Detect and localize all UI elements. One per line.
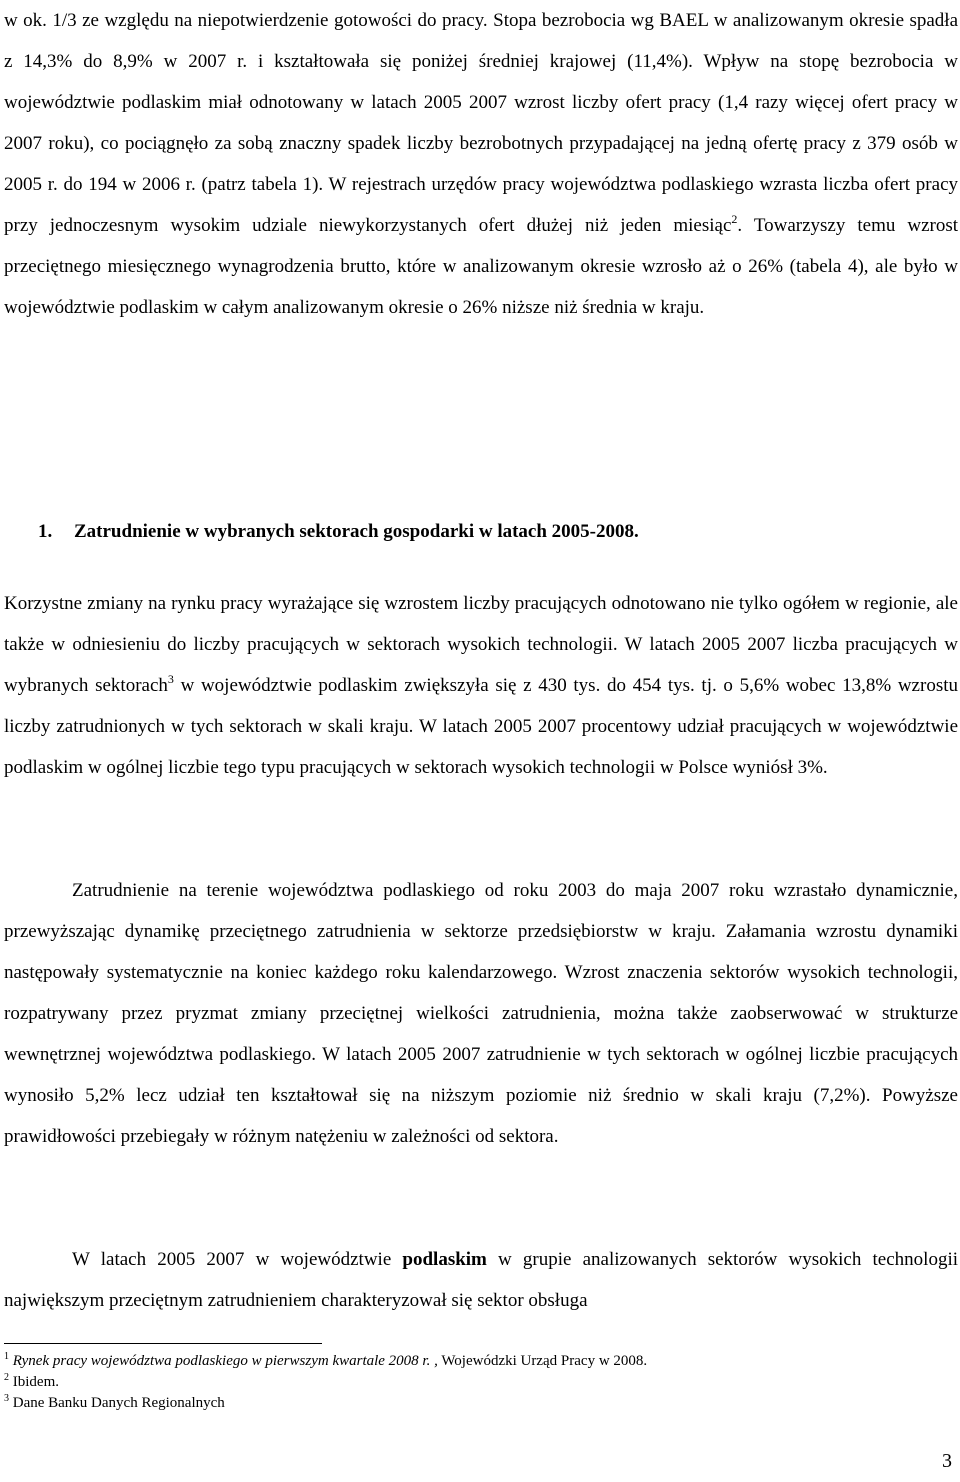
paragraph-text: w województwie podlaskim zwiększyła się z 430 tys. do 454 tys. tj. o 5,6% wobec 13,8% wzrostu liczby zatrudnionych w tych sektorach w skali kraju. W latach 2005 2007 procentowy udział pracujących w województwie podlaskim w ogólnej liczbie tego typu pracujących w sektorach wysokich technologii w Polsce wyniósł 3%. [4,675,958,778]
footnote-number: 1 [4,1351,9,1362]
footnote-2 [4,1372,944,1393]
emphasis-text: podlaskim [402,1249,487,1270]
section-title: Zatrudnienie w wybranych sektorach gospodarki w latach 2005-2008. [74,521,639,542]
paragraph-employment-dynamics: Zatrudnienie na terenie województwa podlaskiego od roku 2003 do maja 2007 roku wzrastało dynamicznie, przewyższając dynamikę przeciętnego zatrudnienia w sektorze przedsiębiorstw w kraju. Załamania wzrostu dynamiki następowały systematycznie na koniec każdego roku kalendarzowego. Wzrost znaczenia sektorów wysokich technologii, rozpatrywany przez pryzmat zmiany przeciętnej wielkości zatrudnienia, można także zaobserwować w strukturze wewnętrznej województwa podlaskiego. W latach 2005 2007 zatrudnienie w tych sektorach w ogólnej liczbie pracujących wynosiło 5,2% lecz udział ten kształtował się na niższym poziomie niż średnio w skali kraju (7,2%). Powyższe prawidłowości przebiegały w różnym natężeniu w zależności od sektora. [4,880,958,1147]
section-heading [38,515,639,549]
footnote-text: Dane Banku Danych Regionalnych [12,1395,225,1411]
footnote-ref-3[interactable]: 3 [167,672,174,686]
footnote-1 [4,1351,944,1372]
footnote-3 [4,1393,944,1414]
footnote-source-title: Rynek pracy województwa podlaskiego w pierwszym kwartale 2008 r. , [12,1353,438,1369]
page-number: 3 [942,1450,952,1472]
paragraph-employment-growth [4,583,958,788]
paragraph-text: Korzystne zmiany na rynku pracy wyrażające się wzrostem liczby pracujących odnotowano nie tylko ogółem w regionie, ale także w odniesieniu do liczby pracujących w sektorach wysokich technologii. W latach 2005 2007 liczba pracujących w wybranych sektorach [4,593,958,696]
section-number: 1. [38,521,53,542]
footnotes [4,1351,944,1414]
paragraph-text: w ok. 1/3 ze względu na niepotwierdzenie gotowości do pracy. Stopa bezrobocia wg BAEL w analizowanym okresie spadła z 14,3% do 8,9% w 2007 r. i kształtowała się poniżej średniej krajowej (11,4%). Wpływ na stopę bezrobocia w województwie podlaskim miał odnotowany w latach 2005 2007 wzrost liczby ofert pracy (1,4 razy więcej ofert pracy w 2007 roku), co pociągnęło za sobą znaczny spadek liczby bezrobotnych przypadającej na jedną ofertę pracy z 379 osób w 2005 r. do 194 w 2006 r. (patrz tabela 1). W rejestrach urzędów pracy województwa podlaskiego wzrasta liczba ofert pracy przy jednoczesnym wysokim udziale niewykorzystanych ofert dłużej niż jeden miesiąc [4,10,958,236]
footnote-number: 3 [4,1393,9,1404]
paragraph-sectors [4,1239,958,1321]
paragraph-unemployment [4,0,958,328]
footnote-separator [4,1343,322,1344]
footnote-text: Wojewódzki Urząd Pracy w 2008. [437,1353,648,1369]
footnote-number: 2 [4,1372,9,1383]
paragraph-text: W latach 2005 2007 w województwie [72,1249,403,1270]
footnote-text: Ibidem. [12,1374,59,1390]
footnote-ref-2[interactable]: 2 [731,212,738,226]
paragraph-text: . Towarzyszy temu wzrost przeciętnego miesięcznego wynagrodzenia brutto, które w analizowanym okresie wzrosło aż o 26% (tabela 4), ale było w województwie podlaskim w całym analizowanym okresie o 26% niższe niż średnia w kraju. [4,215,959,318]
paragraph-text: w grupie analizowanych sektorów wysokich technologii największym przeciętnym zatrudnieniem charakteryzował się sektor obsługa [4,1249,958,1311]
